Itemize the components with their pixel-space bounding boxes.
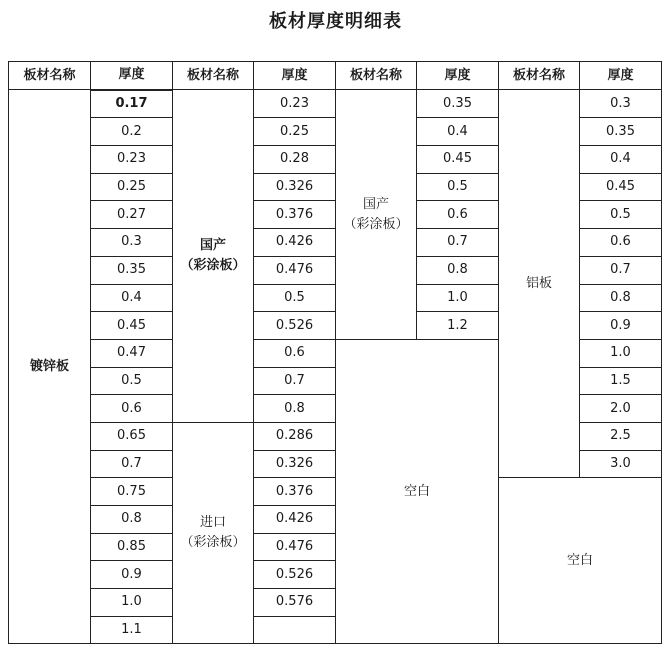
galvanized-thickness: 0.45	[91, 312, 173, 340]
page-title: 板材厚度明细表	[269, 11, 402, 32]
domestic-color-2-thickness: 0.6	[417, 201, 499, 229]
galvanized-name: 镀锌板	[9, 90, 91, 644]
aluminum-thickness: 1.0	[580, 339, 662, 367]
blank-cell-2: 空白	[499, 478, 662, 644]
header-name-2: 板材名称	[173, 62, 254, 90]
domestic-color-1-thickness: 0.23	[254, 90, 336, 118]
galvanized-thickness: 0.2	[91, 118, 173, 146]
aluminum-thickness: 1.5	[580, 367, 662, 395]
galvanized-thickness: 0.4	[91, 284, 173, 312]
domestic-color-1-thickness: 0.8	[254, 395, 336, 423]
domestic-color-1-thickness: 0.28	[254, 146, 336, 174]
imported-color-thickness: 0.426	[254, 506, 336, 534]
galvanized-thickness: 0.47	[91, 339, 173, 367]
aluminum-thickness: 0.3	[580, 90, 662, 118]
imported-color-thickness: 0.526	[254, 561, 336, 589]
aluminum-thickness: 2.5	[580, 422, 662, 450]
galvanized-thickness: 0.35	[91, 256, 173, 284]
domestic-color-1-thickness: 0.6	[254, 339, 336, 367]
domestic-color-1-thickness: 0.25	[254, 118, 336, 146]
header-thickness-2: 厚度	[254, 62, 336, 90]
domestic-color-1-thickness: 0.426	[254, 229, 336, 257]
imported-color-thickness-empty	[254, 616, 336, 644]
aluminum-thickness: 0.8	[580, 284, 662, 312]
domestic-color-name-1	[173, 90, 254, 423]
domestic-color-name-1-line1: 国产	[199, 238, 226, 254]
aluminum-thickness: 0.9	[580, 312, 662, 340]
galvanized-thickness: 0.27	[91, 201, 173, 229]
domestic-color-name-2-line2: （彩涂板）	[343, 216, 409, 232]
aluminum-thickness: 0.35	[580, 118, 662, 146]
galvanized-thickness: 0.25	[91, 173, 173, 201]
header-name-4: 板材名称	[499, 62, 580, 90]
aluminum-name: 铝板	[499, 90, 580, 478]
aluminum-thickness: 0.6	[580, 229, 662, 257]
header-name-1: 板材名称	[9, 62, 91, 90]
blank-cell-1: 空白	[336, 339, 499, 644]
header-thickness-4: 厚度	[580, 62, 662, 90]
header-row	[9, 62, 662, 90]
imported-color-thickness: 0.326	[254, 450, 336, 478]
galvanized-thickness: 0.6	[91, 395, 173, 423]
domestic-color-2-thickness: 0.35	[417, 90, 499, 118]
aluminum-thickness: 0.45	[580, 173, 662, 201]
domestic-color-1-thickness: 0.5	[254, 284, 336, 312]
aluminum-thickness: 0.5	[580, 201, 662, 229]
domestic-color-name-1-line2: （彩涂板）	[180, 258, 246, 274]
header-name-3: 板材名称	[336, 62, 417, 90]
aluminum-thickness: 0.7	[580, 256, 662, 284]
table-row	[9, 90, 662, 118]
domestic-color-2-thickness: 0.7	[417, 229, 499, 257]
galvanized-thickness: 0.3	[91, 229, 173, 257]
domestic-color-2-thickness: 1.0	[417, 284, 499, 312]
thickness-table	[8, 61, 662, 644]
imported-color-name-line2: （彩涂板）	[180, 535, 246, 551]
imported-color-thickness: 0.576	[254, 589, 336, 617]
domestic-color-1-thickness: 0.326	[254, 173, 336, 201]
domestic-color-name-2-line1: 国产	[362, 196, 389, 212]
imported-color-thickness: 0.376	[254, 478, 336, 506]
galvanized-thickness: 0.7	[91, 450, 173, 478]
galvanized-thickness: 0.5	[91, 367, 173, 395]
header-thickness-1: 厚度	[91, 62, 173, 90]
imported-color-name	[173, 422, 254, 644]
domestic-color-1-thickness: 0.476	[254, 256, 336, 284]
aluminum-thickness: 3.0	[580, 450, 662, 478]
domestic-color-2-thickness: 0.45	[417, 146, 499, 174]
domestic-color-2-thickness: 0.8	[417, 256, 499, 284]
galvanized-thickness: 1.0	[91, 589, 173, 617]
aluminum-thickness: 2.0	[580, 395, 662, 423]
domestic-color-2-thickness: 1.2	[417, 312, 499, 340]
galvanized-thickness: 0.85	[91, 533, 173, 561]
imported-color-name-line1: 进口	[199, 515, 226, 531]
domestic-color-2-thickness: 0.4	[417, 118, 499, 146]
galvanized-thickness: 0.75	[91, 478, 173, 506]
galvanized-thickness: 1.1	[91, 616, 173, 644]
domestic-color-1-thickness: 0.376	[254, 201, 336, 229]
galvanized-thickness: 0.8	[91, 506, 173, 534]
domestic-color-1-thickness: 0.526	[254, 312, 336, 340]
galvanized-thickness: 0.65	[91, 422, 173, 450]
domestic-color-1-thickness: 0.7	[254, 367, 336, 395]
galvanized-thickness: 0.9	[91, 561, 173, 589]
imported-color-thickness: 0.476	[254, 533, 336, 561]
domestic-color-name-2	[336, 90, 417, 340]
galvanized-thickness: 0.17	[91, 90, 173, 118]
header-thickness-3: 厚度	[417, 62, 499, 90]
aluminum-thickness: 0.4	[580, 146, 662, 174]
table-row	[9, 478, 662, 506]
imported-color-thickness: 0.286	[254, 422, 336, 450]
galvanized-thickness: 0.23	[91, 146, 173, 174]
domestic-color-2-thickness: 0.5	[417, 173, 499, 201]
